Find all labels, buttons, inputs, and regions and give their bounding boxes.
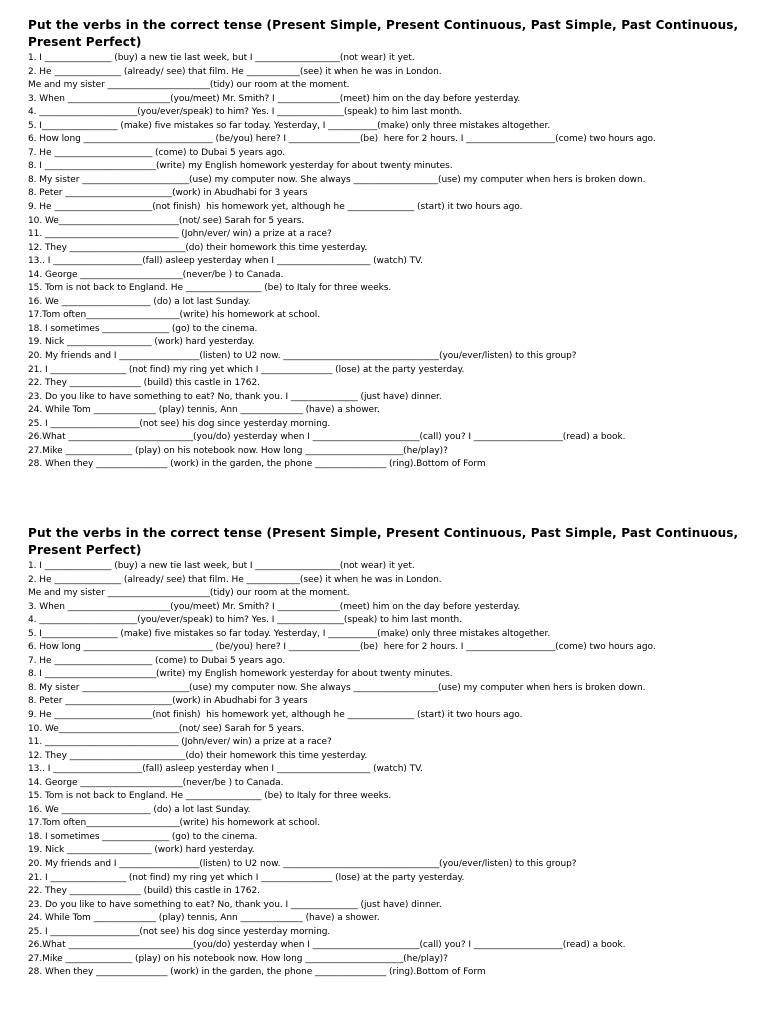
exercise-line: 14. George _______________________(never/be ) to Canada. [28,269,284,280]
worksheet-top [28,17,740,472]
exercise-line: 18. I sometimes _______________ (go) to the cinema. [28,831,258,842]
exercise-line: 14. George _______________________(never/be ) to Canada. [28,777,284,788]
exercise-line: Me and my sister _______________________(tidy) our room at the moment. [28,588,350,599]
exercise-line: 11. ______________________________ (John/ever/ win) a prize at a race? [28,229,332,240]
exercise-line: 4. ______________________(you/ever/speak) to him? Yes. I _______________(speak) to him last month. [28,107,463,118]
exercise-line: 10. We___________________________(not/ see) Sarah for 5 years. [28,723,305,734]
exercise-line: 2. He _______________ (already/ see) that film. He ____________(see) it when he was in London. [28,66,442,77]
exercise-line: 28. When they ________________ (work) in the garden, the phone ________________ (ring).Bottom of Form [28,459,486,470]
exercise-line: 20. My friends and I __________________(listen) to U2 now. ___________________________________(you/ever/listen) to this group? [28,859,577,870]
exercise-line: 23. Do you like to have something to eat? No, thank you. I _______________ (just have) dinner. [28,899,442,910]
exercise-line: 5. I_________________ (make) five mistakes so far today. Yesterday, I ___________(make) only three mistakes altogether. [28,628,551,639]
exercise-line: 11. ______________________________ (John/ever/ win) a prize at a race? [28,737,332,748]
exercise-line: 18. I sometimes _______________ (go) to the cinema. [28,323,258,334]
exercise-line: 25. I ____________________(not see) his dog since yesterday morning. [28,926,331,937]
exercise-line: 19. Nick ___________________ (work) hard yesterday. [28,845,255,856]
exercise-line: 7. He ______________________ (come) to Dubai 5 years ago. [28,147,286,158]
exercise-line: 16. We ____________________ (do) a lot last Sunday. [28,804,251,815]
exercise-line: 15. Tom is not back to England. He _________________ (be) to Italy for three weeks. [28,283,392,294]
exercise-line: 3. When _______________________(you/meet) Mr. Smith? I ______________(meet) him on the day before yesterday. [28,93,521,104]
exercise-line: 26.What ____________________________(you/do) yesterday when I ________________________(call) you? I ____________________(read) a book. [28,940,626,951]
exercise-line: 22. They ________________ (build) this castle in 1762. [28,886,260,897]
exercise-list [28,560,740,980]
exercise-line: 21. I _________________ (not find) my ring yet which I ________________ (lose) at the party yesterday. [28,364,465,375]
exercise-line: 1. I _______________ (buy) a new tie last week, but I ___________________(not wear) it yet. [28,561,415,571]
exercise-line: 28. When they ________________ (work) in the garden, the phone ________________ (ring).Bottom of Form [28,967,486,978]
exercise-line: 17.Tom often_____________________(write) his homework at school. [28,818,321,829]
exercise-line: 9. He ______________________(not finish) his homework yet, although he _______________ (start) it two hours ago. [28,710,523,721]
exercise-line: 8. My sister ________________________(use) my computer now. She always ___________________(use) my computer when hers is broken down. [28,682,646,693]
worksheet-title: Put the verbs in the correct tense (Present Simple, Present Continuous, Past Simple, Past Continuous, Present Perfect) [28,526,739,557]
exercise-line: 21. I _________________ (not find) my ring yet which I ________________ (lose) at the party yesterday. [28,872,465,883]
exercise-line: Me and my sister _______________________(tidy) our room at the moment. [28,80,350,91]
exercise-line: 24. While Tom ______________ (play) tennis, Ann ______________ (have) a shower. [28,405,380,416]
exercise-line: 13.. I ____________________(fall) asleep yesterday when I _____________________ (watch) TV. [28,764,423,775]
exercise-line: 16. We ____________________ (do) a lot last Sunday. [28,296,251,307]
exercise-line: 1. I _______________ (buy) a new tie last week, but I ___________________(not wear) it yet. [28,53,415,63]
exercise-line: 9. He ______________________(not finish) his homework yet, although he _______________ (start) it two hours ago. [28,202,523,213]
exercise-line: 8. My sister ________________________(use) my computer now. She always ___________________(use) my computer when hers is broken down. [28,174,646,185]
exercise-line: 8. Peter ________________________(work) in Abudhabi for 3 years [28,188,308,199]
exercise-line: 4. ______________________(you/ever/speak) to him? Yes. I _______________(speak) to him last month. [28,615,463,626]
exercise-line: 26.What ____________________________(you/do) yesterday when I ________________________(call) you? I ____________________(read) a book. [28,432,626,443]
exercise-line: 6. How long _____________________________ (be/you) here? I ________________(be) here for 2 hours. I ____________________(come) two hours ago. [28,642,656,653]
exercise-list [28,52,740,472]
worksheet-bottom [28,525,740,980]
exercise-line: 20. My friends and I __________________(listen) to U2 now. ___________________________________(you/ever/listen) to this group? [28,351,577,362]
exercise-line: 6. How long _____________________________ (be/you) here? I ________________(be) here for 2 hours. I ____________________(come) two hours ago. [28,134,656,145]
exercise-line: 27.Mike _______________ (play) on his notebook now. How long ______________________(he/play)? [28,445,448,456]
exercise-line: 27.Mike _______________ (play) on his notebook now. How long ______________________(he/play)? [28,953,448,964]
exercise-line: 7. He ______________________ (come) to Dubai 5 years ago. [28,655,286,666]
exercise-line: 25. I ____________________(not see) his dog since yesterday morning. [28,418,331,429]
exercise-line: 3. When _______________________(you/meet) Mr. Smith? I ______________(meet) him on the day before yesterday. [28,601,521,612]
exercise-line: 10. We___________________________(not/ see) Sarah for 5 years. [28,215,305,226]
exercise-line: 2. He _______________ (already/ see) that film. He ____________(see) it when he was in London. [28,574,442,585]
exercise-line: 17.Tom often_____________________(write) his homework at school. [28,310,321,321]
exercise-line: 12. They __________________________(do) their homework this time yesterday. [28,750,368,761]
worksheet-title: Put the verbs in the correct tense (Present Simple, Present Continuous, Past Simple, Past Continuous, Present Perfect) [28,18,739,49]
exercise-line: 15. Tom is not back to England. He _________________ (be) to Italy for three weeks. [28,791,392,802]
exercise-line: 5. I_________________ (make) five mistakes so far today. Yesterday, I ___________(make) only three mistakes altogether. [28,120,551,131]
exercise-line: 23. Do you like to have something to eat? No, thank you. I _______________ (just have) dinner. [28,391,442,402]
exercise-line: 8. I _________________________(write) my English homework yesterday for about twenty minutes. [28,161,453,172]
exercise-line: 22. They ________________ (build) this castle in 1762. [28,378,260,389]
exercise-line: 19. Nick ___________________ (work) hard yesterday. [28,337,255,348]
exercise-line: 24. While Tom ______________ (play) tennis, Ann ______________ (have) a shower. [28,913,380,924]
exercise-line: 8. I _________________________(write) my English homework yesterday for about twenty minutes. [28,669,453,680]
exercise-line: 8. Peter ________________________(work) in Abudhabi for 3 years [28,696,308,707]
exercise-line: 13.. I ____________________(fall) asleep yesterday when I _____________________ (watch) TV. [28,256,423,267]
exercise-line: 12. They __________________________(do) their homework this time yesterday. [28,242,368,253]
